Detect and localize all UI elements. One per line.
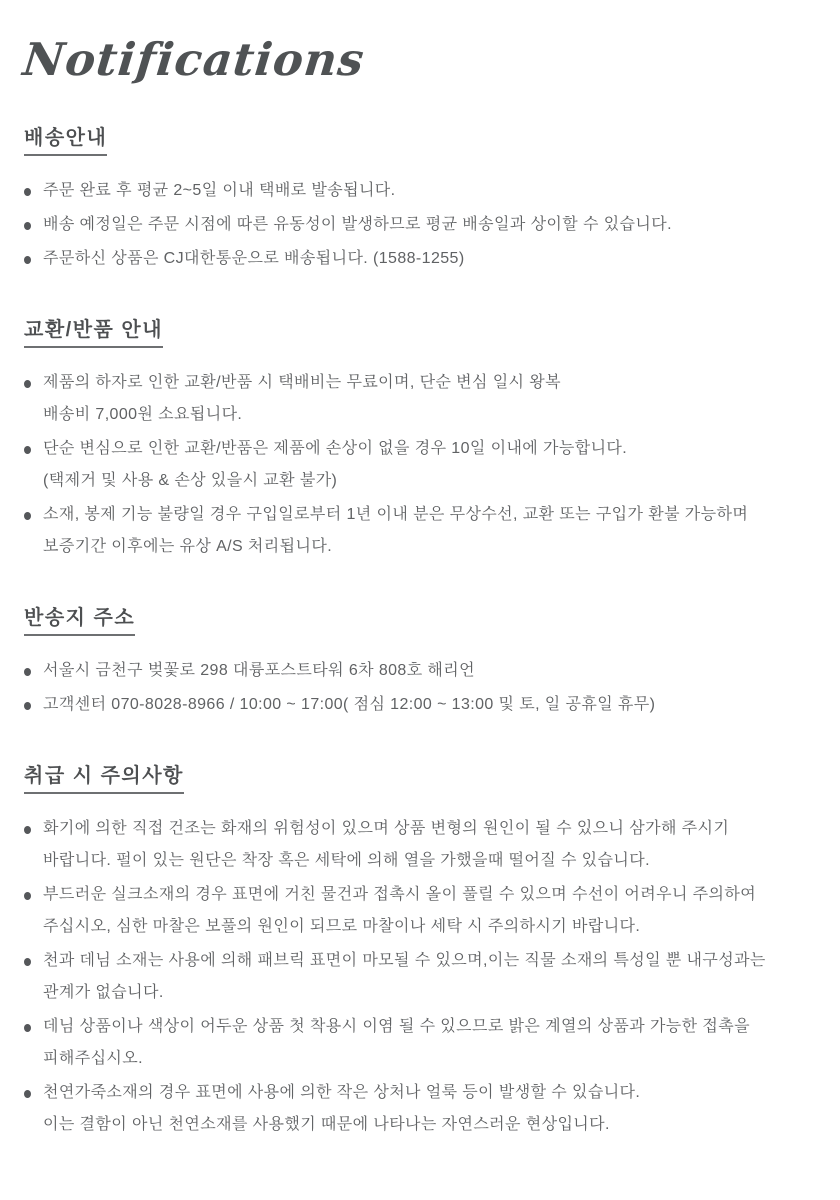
bullet-dot-icon bbox=[24, 188, 31, 196]
list-item-line: 배송 예정일은 주문 시점에 따른 유동성이 발생하므로 평균 배송일과 상이할 수 있습니다. bbox=[43, 216, 672, 233]
list-item-line: 피해주십시오. bbox=[43, 1050, 143, 1067]
section-item-list bbox=[24, 655, 820, 721]
list-item bbox=[24, 813, 820, 877]
list-item-line: 주문하신 상품은 CJ대한통운으로 배송됩니다. (1588-1255) bbox=[43, 250, 465, 267]
bullet-dot-icon bbox=[24, 1090, 31, 1098]
section-item-list bbox=[24, 367, 820, 563]
bullet-dot-icon bbox=[24, 446, 31, 454]
list-item-line: 관계가 없습니다. bbox=[43, 984, 164, 1001]
notice-section bbox=[24, 121, 820, 275]
list-item bbox=[24, 367, 820, 431]
list-item-line: 데님 상품이나 색상이 어두운 상품 첫 착용시 이염 될 수 있으므로 밝은 계열의 상품과 가능한 접촉을 bbox=[43, 1018, 750, 1035]
list-item-line: 주십시오, 심한 마찰은 보풀의 원인이 되므로 마찰이나 세탁 시 주의하시기 바랍니다. bbox=[43, 918, 641, 935]
list-item-line: 단순 변심으로 인한 교환/반품은 제품에 손상이 없을 경우 10일 이내에 가능합니다. bbox=[43, 440, 628, 457]
list-item bbox=[24, 209, 820, 241]
notice-section bbox=[24, 759, 820, 1141]
list-item-line: 고객센터 070-8028-8966 / 10:00 ~ 17:00( 점심 12:00 ~ 13:00 및 토, 일 공휴일 휴무) bbox=[43, 696, 656, 713]
list-item-line: 화기에 의한 직접 건조는 화재의 위험성이 있으며 상품 변형의 원인이 될 수 있으니 삼가해 주시기 bbox=[43, 820, 730, 837]
section-title: 배송안내 bbox=[24, 121, 107, 156]
list-item-line: 부드러운 실크소재의 경우 표면에 거친 물건과 접촉시 올이 풀릴 수 있으며 수선이 어려우니 주의하여 bbox=[43, 886, 757, 903]
list-item-line: 천연가죽소재의 경우 표면에 사용에 의한 작은 상처나 얼룩 등이 발생할 수 있습니다. bbox=[43, 1084, 641, 1101]
bullet-dot-icon bbox=[24, 222, 31, 230]
list-item-line: 바랍니다. 펄이 있는 원단은 착장 혹은 세탁에 의해 열을 가했을때 떨어질 수 있습니다. bbox=[43, 852, 650, 869]
list-item-line: 배송비 7,000원 소요됩니다. bbox=[43, 406, 243, 423]
list-item bbox=[24, 1011, 820, 1075]
notice-sections bbox=[24, 121, 820, 1141]
notice-section bbox=[24, 601, 820, 721]
bullet-dot-icon bbox=[24, 826, 31, 834]
bullet-dot-icon bbox=[24, 892, 31, 900]
bullet-dot-icon bbox=[24, 512, 31, 520]
bullet-dot-icon bbox=[24, 1024, 31, 1032]
list-item-line: 서울시 금천구 벚꽃로 298 대륭포스트타워 6차 808호 해리언 bbox=[43, 662, 475, 679]
list-item bbox=[24, 655, 820, 687]
notice-section bbox=[24, 313, 820, 563]
list-item-line: 이는 결함이 아닌 천연소재를 사용했기 때문에 나타나는 자연스러운 현상입니다. bbox=[43, 1116, 610, 1133]
list-item bbox=[24, 175, 820, 207]
bullet-dot-icon bbox=[24, 668, 31, 676]
list-item-line: 천과 데님 소재는 사용에 의해 패브릭 표면이 마모될 수 있으며,이는 직물 소재의 특성일 뿐 내구성과는 bbox=[43, 952, 766, 969]
list-item-line: 보증기간 이후에는 유상 A/S 처리됩니다. bbox=[43, 538, 333, 555]
list-item bbox=[24, 433, 820, 497]
list-item bbox=[24, 499, 820, 563]
bullet-dot-icon bbox=[24, 380, 31, 388]
list-item bbox=[24, 689, 820, 721]
section-title: 반송지 주소 bbox=[24, 601, 135, 636]
brand-logo: Notifications bbox=[20, 33, 368, 86]
bullet-dot-icon bbox=[24, 702, 31, 710]
list-item bbox=[24, 879, 820, 943]
bullet-dot-icon bbox=[24, 256, 31, 264]
list-item-line: (택제거 및 사용 & 손상 있을시 교환 불가) bbox=[43, 472, 338, 489]
list-item bbox=[24, 243, 820, 275]
section-title: 교환/반품 안내 bbox=[24, 313, 163, 348]
list-item-line: 제품의 하자로 인한 교환/반품 시 택배비는 무료이며, 단순 변심 일시 왕복 bbox=[43, 374, 561, 391]
section-item-list bbox=[24, 175, 820, 275]
list-item bbox=[24, 945, 820, 1009]
bullet-dot-icon bbox=[24, 958, 31, 966]
list-item bbox=[24, 1077, 820, 1141]
section-title: 취급 시 주의사항 bbox=[24, 759, 184, 794]
list-item-line: 주문 완료 후 평균 2~5일 이내 택배로 발송됩니다. bbox=[43, 182, 396, 199]
section-item-list bbox=[24, 813, 820, 1141]
list-item-line: 소재, 봉제 기능 불량일 경우 구입일로부터 1년 이내 분은 무상수선, 교환 또는 구입가 환불 가능하며 bbox=[43, 506, 749, 523]
